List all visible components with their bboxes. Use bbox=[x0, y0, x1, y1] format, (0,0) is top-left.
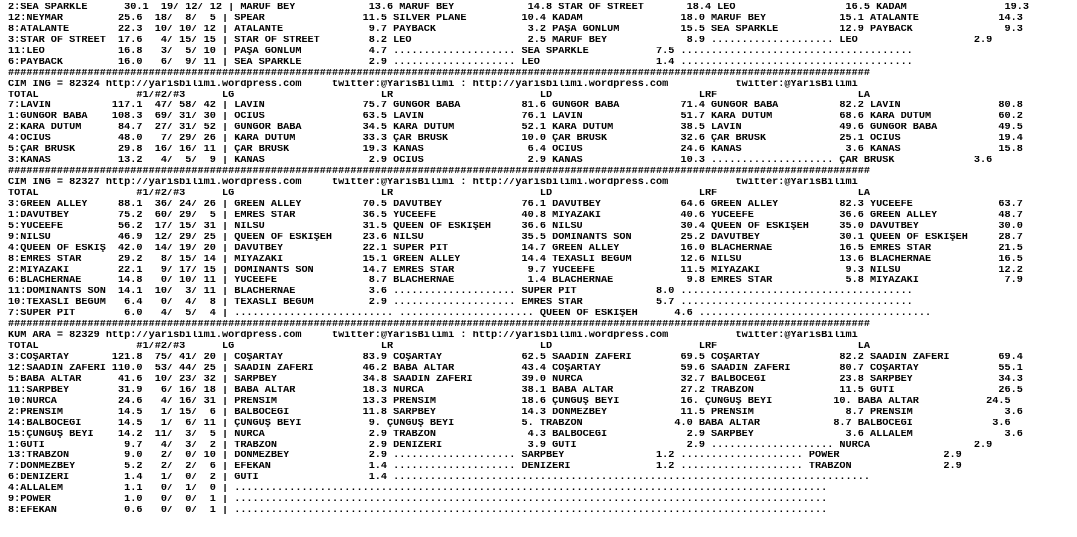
data-row: 3:STAR OF STREET 17.6 4/ 15/ 15 | STAR OF STREET 8.2 LEO 2.5 MARUF BEY 8.9 .................... LEO 2.9 bbox=[8, 35, 993, 46]
data-row: 7:SUPER PIT 6.0 4/ 5/ 4 | .......................... ...................... QUEEN OF ESKİŞEH 4.6 ...................................... bbox=[8, 309, 932, 320]
race-header-line: CIM ING = 82327 http://yarisbilimi.wordpress.com twitter:@YarisBilimi : http://yarisbilimi.wordpress.com twitter:@YarisBilimi bbox=[8, 178, 858, 188]
data-row: 3:KANAS 13.2 4/ 5/ 9 | KANAS 2.9 OCIUS 2.9 KANAS 10.3 .................... ÇAR BRUSK 3.6 bbox=[8, 156, 993, 167]
data-row: 8:EMRES STAR 29.2 8/ 15/ 14 | MİYAZAKİ 15.1 GREEN ALLEY 14.4 TEXASLI BEGÜM 12.6 NILSU 13.6 BLACHERNAE 16.5 bbox=[8, 254, 1023, 265]
data-row: 14:BALBÖCEĞİ 14.5 1/ 6/ 11 | ÇUNGÜŞ BEYİ 9. ÇUNGÜŞ BEYİ 5. TRABZON 4.0 BABA ALTAR 8.7 BALBÖCEĞİ 3.6 bbox=[8, 418, 1011, 429]
data-row: 1:GÜNGÖR BABA 108.3 69/ 31/ 30 | OCIUS 63.5 LAVIN 76.1 LAVIN 51.7 KARA DUTUM 68.6 KARA DUTUM 60.2 bbox=[8, 112, 1023, 123]
column-header-line: TOTAL #1/#2/#3 LG LR LD LRF LA bbox=[8, 342, 871, 353]
data-row: 13:TRABZON 9.0 2/ 0/ 10 | DÖNMEZBEY 2.9 .................... SARPBEY 1.2 .................... POWER 2.9 bbox=[8, 451, 962, 462]
data-row: 4:QUEEN OF ESKİŞ 42.0 14/ 19/ 20 | DAVUTBEY 22.1 SUPER PIT 14.7 GREEN ALLEY 16.0 BLACHERNAE 16.5 EMRES STAR 21.5 bbox=[8, 243, 1023, 254]
data-row: 2:SEA SPARKLE 30.1 19/ 12/ 12 | MARUF BEY 13.6 MARUF BEY 14.8 STAR OF STREET 18.4 LEO 16.5 KADAM 19.3 bbox=[8, 3, 1029, 13]
race-header-line: CIM ING = 82324 http://yarisbilimi.wordpress.com twitter:@YarisBilimi : http://yarisbilimi.wordpress.com twitter:@YarisBilimi bbox=[8, 79, 858, 90]
data-row: 2:KARA DUTUM 84.7 27/ 31/ 52 | GÜNGÖR BABA 34.5 KARA DUTUM 52.1 KARA DUTUM 38.5 LAVIN 49.6 GÜNGÖR BABA 49.5 bbox=[8, 123, 1023, 134]
data-row: 12:NEYMAR 25.6 18/ 8/ 5 | SPEAR 11.5 SILVER PLANE 10.4 KADAM 18.0 MARUF BEY 15.1 ATALANTE 14.3 bbox=[8, 13, 1023, 24]
data-row: 6:PAYBACK 16.0 6/ 9/ 11 | SEA SPARKLE 2.9 .................... LEO 1.4 ...................................... bbox=[8, 57, 913, 68]
data-row: 5:ÇAR BRUSK 29.8 16/ 16/ 11 | ÇAR BRUSK 19.3 KANAS 6.4 OCIUS 24.6 KANAS 3.6 KANAS 15.8 bbox=[8, 145, 1023, 156]
separator-line: ############################################################################################################################################# bbox=[8, 320, 871, 331]
data-row: 7:LAVIN 117.1 47/ 58/ 42 | LAVIN 75.7 GÜNGÖR BABA 81.6 GÜNGÖR BABA 71.4 GÜNGÖR BABA 82.2 LAVIN 80.8 bbox=[8, 101, 1023, 112]
data-row: 8:EFEKAN 0.6 0/ 0/ 1 | ................................................................................................. bbox=[8, 506, 828, 517]
column-header-line: TOTAL #1/#2/#3 LG LR LD LRF LA bbox=[8, 90, 871, 101]
data-row: 3:GREEN ALLEY 88.1 36/ 24/ 26 | GREEN ALLEY 70.5 DAVUTBEY 76.1 DAVUTBEY 64.6 GREEN ALLEY 82.3 YÜCEEFE 63.7 bbox=[8, 199, 1023, 210]
data-row: 2:MİYAZAKİ 22.1 9/ 17/ 15 | DOMINANTS SON 14.7 EMRES STAR 9.7 YÜCEEFE 11.5 MİYAZAKİ 9.3 NILSU 12.2 bbox=[8, 265, 1023, 276]
data-row: 4:ALLALEM 1.1 0/ 1/ 0 | ................................................................................................. bbox=[8, 484, 828, 495]
column-header-line: TOTAL #1/#2/#3 LG LR LD LRF LA bbox=[8, 188, 871, 199]
data-row: 8:ATALANTE 22.3 10/ 10/ 12 | ATALANTE 9.7 PAYBACK 3.2 PAŞA GÖNLÜM 15.5 SEA SPARKLE 12.9 PAYBACK 9.3 bbox=[8, 24, 1023, 35]
data-row: 6:DENİZERİ 1.4 1/ 0/ 2 | GUTİ 1.4 .............................................................................. bbox=[8, 473, 871, 484]
data-row: 9:NILSU 46.9 12/ 29/ 25 | QUEEN OF ESKİŞEH 23.6 NILSU 35.5 DOMINANTS SON 25.2 DAVUTBEY 30.1 QUEEN OF ESKİŞEH 28.7 bbox=[8, 232, 1023, 243]
data-row: 10:TEXASLI BEGÜM 6.4 0/ 4/ 8 | TEXASLI BEGÜM 2.9 .................... EMRES STAR 5.7 ...................................... bbox=[8, 298, 913, 309]
separator-line: ############################################################################################################################################# bbox=[8, 167, 871, 178]
data-row: 5:YÜCEEFE 56.2 17/ 15/ 31 | NILSU 31.5 QUEEN OF ESKİŞEH 36.6 NILSU 30.4 QUEEN OF ESKİŞEH 35.0 DAVUTBEY 30.0 bbox=[8, 221, 1023, 232]
data-row: 2:PRENSİM 14.5 1/ 15/ 6 | BALBÖCEĞİ 11.8 SARPBEY 14.3 DÖNMEZBEY 11.5 PRENSİM 8.7 PRENSİM 3.6 bbox=[8, 407, 1023, 418]
data-row: 11:DOMINANTS SON 14.1 10/ 3/ 11 | BLACHERNAE 3.6 .................... SUPER PIT 8.0 ...................................... bbox=[8, 287, 913, 298]
data-row: 12:SAADIN ZAFERİ 110.0 53/ 44/ 25 | SAADIN ZAFERİ 46.2 BABA ALTAR 43.4 COŞARTAY 59.6 SAADIN ZAFERİ 80.7 COŞARTAY 55.1 bbox=[8, 363, 1023, 374]
data-row: 1:DAVUTBEY 75.2 60/ 29/ 5 | EMRES STAR 36.5 YÜCEEFE 40.8 MİYAZAKİ 40.6 YÜCEEFE 36.6 GREEN ALLEY 48.7 bbox=[8, 210, 1023, 221]
data-row: 11:LEO 16.8 3/ 5/ 10 | PAŞA GÖNLÜM 4.7 .................... SEA SPARKLE 7.5 ...................................... bbox=[8, 46, 913, 57]
race-header-line: KUM ARA = 82329 http://yarisbilimi.wordpress.com twitter:@YarisBilimi : http://yarisbilimi.wordpress.com twitter:@YarisBilimi bbox=[8, 331, 858, 342]
data-row: 10:NURCA 24.6 4/ 16/ 31 | PRENSİM 13.3 PRENSİM 18.6 ÇUNGÜŞ BEYİ 16. ÇUNGÜŞ BEYİ 10. BABA ALTAR 24.5 bbox=[8, 396, 1011, 407]
data-row: 9:POWER 1.0 0/ 0/ 1 | ................................................................................................. bbox=[8, 495, 828, 506]
separator-line: ############################################################################################################################################# bbox=[8, 68, 871, 79]
data-row: 4:OCIUS 48.0 7/ 29/ 26 | KARA DUTUM 33.3 ÇAR BRUSK 10.0 ÇAR BRUSK 32.6 ÇAR BRUSK 25.1 OCIUS 19.4 bbox=[8, 134, 1023, 145]
data-row: 6:BLACHERNAE 14.8 0/ 10/ 11 | YÜCEEFE 8.7 BLACHERNAE 1.4 BLACHERNAE 9.8 EMRES STAR 5.8 MİYAZAKİ 7.9 bbox=[8, 276, 1023, 287]
data-row: 5:BABA ALTAR 41.6 10/ 23/ 32 | SARPBEY 34.8 SAADIN ZAFERİ 39.0 NURCA 32.7 BALBÖCEĞİ 23.8 SARPBEY 34.3 bbox=[8, 374, 1023, 385]
data-row: 3:COŞARTAY 121.8 75/ 41/ 20 | COŞARTAY 83.9 COŞARTAY 62.5 SAADIN ZAFERİ 69.5 COŞARTAY 82.2 SAADIN ZAFERİ 69.4 bbox=[8, 353, 1023, 363]
data-row: 7:DÖNMEZBEY 5.2 2/ 2/ 6 | EFEKAN 1.4 .................... DENİZERİ 1.2 .................... TRABZON 2.9 bbox=[8, 462, 962, 473]
data-row: 1:GUTİ 9.7 4/ 3/ 2 | TRABZON 2.9 DENİZERİ 3.9 GUTİ 2.9 .................... NURCA 2.9 bbox=[8, 440, 993, 451]
data-row: 15:ÇUNGÜŞ BEYİ 14.2 11/ 3/ 5 | NURCA 2.9 TRABZON 4.3 BALBÖCEĞİ 2.9 SARPBEY 3.6 ALLALEM 3.6 bbox=[8, 429, 1023, 440]
data-row: 11:SARPBEY 31.9 6/ 16/ 18 | BABA ALTAR 18.3 NURCA 38.1 BABA ALTAR 27.2 TRABZON 11.5 GUTİ 26.5 bbox=[8, 385, 1023, 396]
